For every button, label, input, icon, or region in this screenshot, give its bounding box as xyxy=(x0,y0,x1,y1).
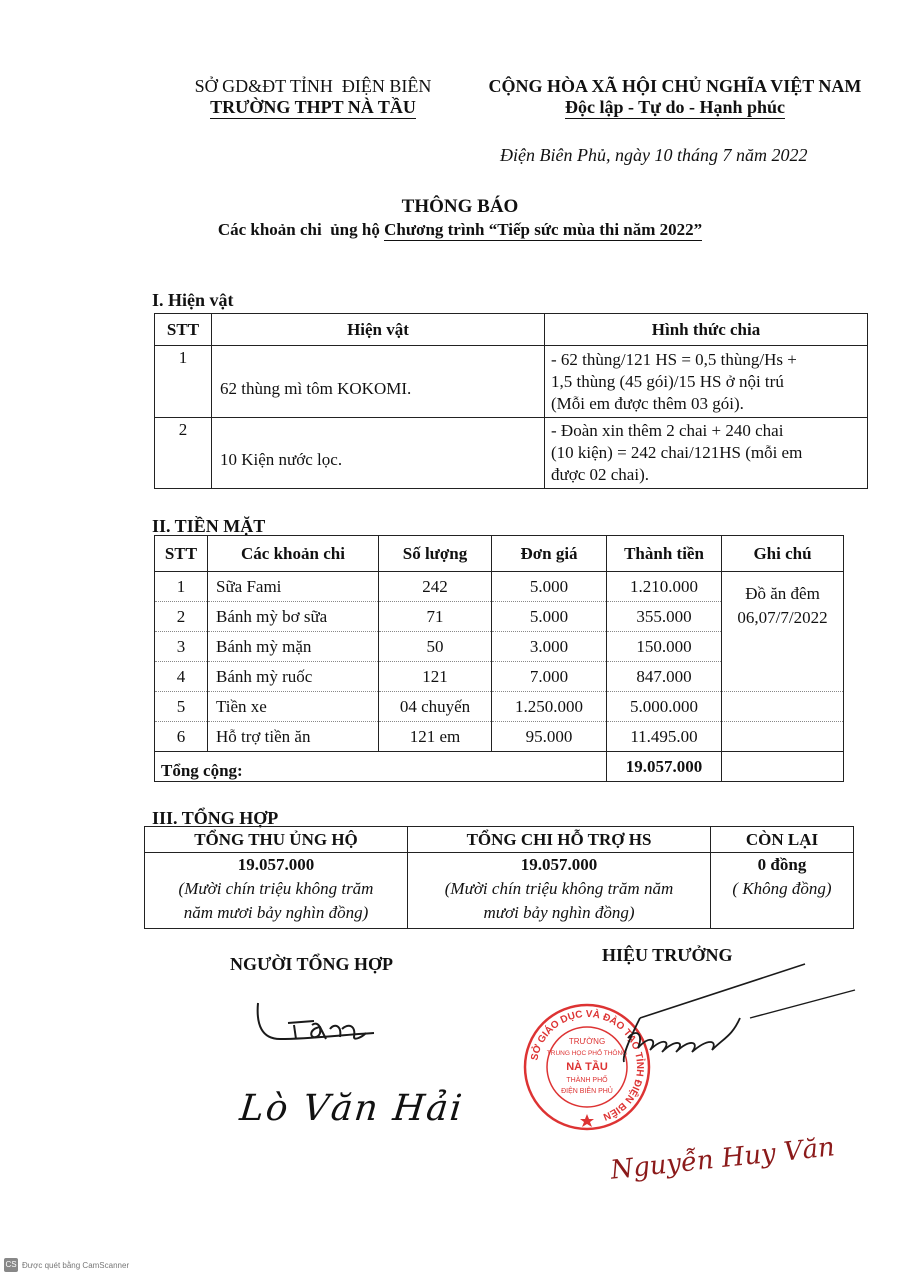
principal-title: HIỆU TRƯỞNG xyxy=(602,945,733,965)
cash-stt: 6 xyxy=(155,722,208,752)
document-subtitle xyxy=(0,220,920,241)
section2-heading: II. TIỀN MẶT xyxy=(152,516,266,536)
cash-header-name: Các khoản chi xyxy=(208,536,379,572)
svg-text:ĐIỆN BIÊN PHỦ: ĐIỆN BIÊN PHỦ xyxy=(561,1088,613,1095)
cash-table xyxy=(154,535,844,782)
document-date: Điện Biên Phủ, ngày 10 tháng 7 năm 2022 xyxy=(500,145,808,165)
table-row xyxy=(155,722,844,752)
preparer-title: NGƯỜI TỔNG HỢP xyxy=(230,954,394,974)
cash-price: 95.000 xyxy=(492,722,607,752)
principal-name: Nguyễn Huy Văn xyxy=(609,1132,837,1186)
cash-total: 150.000 xyxy=(607,632,722,662)
cash-name: Hỗ trợ tiền ăn xyxy=(208,722,379,752)
cash-qty: 121 xyxy=(379,662,492,692)
cash-qty: 121 em xyxy=(379,722,492,752)
goods-row xyxy=(155,418,868,489)
cash-note-empty xyxy=(722,752,844,782)
svg-text:TRƯỜNG: TRƯỜNG xyxy=(568,1037,606,1046)
cash-note-empty xyxy=(722,692,844,722)
cash-price: 5.000 xyxy=(492,572,607,602)
table-row xyxy=(155,572,844,602)
cash-note: Đồ ăn đêm 06,07/7/2022 xyxy=(722,572,844,692)
cash-price: 3.000 xyxy=(492,632,607,662)
summary-remaining: 0 đồng ( Không đồng) xyxy=(711,853,854,929)
cash-qty: 71 xyxy=(379,602,492,632)
goods-stt: 1 xyxy=(155,346,212,418)
goods-method: - Đoàn xin thêm 2 chai + 240 chai (10 kiện) = 242 chai/121HS (mỗi em được 02 chai). xyxy=(545,418,868,489)
cash-stt: 3 xyxy=(155,632,208,662)
summary-header-remaining: CÒN LẠI xyxy=(711,827,854,853)
svg-text:SỞ GIÁO DỤC VÀ ĐÀO TẠO TỈNH ĐI: SỞ GIÁO DỤC VÀ ĐÀO TẠO TỈNH ĐIỆN BIÊN xyxy=(529,1008,646,1123)
cash-price: 7.000 xyxy=(492,662,607,692)
cash-note-empty xyxy=(722,722,844,752)
subtitle-program: Chương trình “Tiếp sức mùa thi năm 2022” xyxy=(384,220,703,239)
goods-row xyxy=(155,346,868,418)
issuer-school: TRƯỜNG THPT NÀ TẦU xyxy=(210,97,416,117)
cash-total: 1.210.000 xyxy=(607,572,722,602)
goods-item: 10 Kiện nước lọc. xyxy=(212,418,545,489)
issuer-block xyxy=(168,76,458,119)
cash-total: 847.000 xyxy=(607,662,722,692)
cash-price: 5.000 xyxy=(492,602,607,632)
subtitle-prefix: Các khoản chi ủng hộ xyxy=(217,220,385,239)
cash-stt: 5 xyxy=(155,692,208,722)
goods-item: 62 thùng mì tôm KOKOMI. xyxy=(212,346,545,418)
cash-total: 5.000.000 xyxy=(607,692,722,722)
svg-text:NÀ TẦU: NÀ TẦU xyxy=(566,1061,608,1073)
cash-qty: 04 chuyến xyxy=(379,692,492,722)
summary-header-income: TỔNG THU ỦNG HỘ xyxy=(145,827,408,853)
cash-total-row xyxy=(155,752,844,782)
summary-expense: 19.057.000 (Mười chín triệu không trăm năm mươi bảy nghìn đồng) xyxy=(408,853,711,929)
cash-header-stt: STT xyxy=(155,536,208,572)
goods-stt: 2 xyxy=(155,418,212,489)
issuer-department: SỞ GD&ĐT TỈNH ĐIỆN BIÊN xyxy=(194,76,432,96)
cash-stt: 4 xyxy=(155,662,208,692)
cash-total-label: Tổng cộng: xyxy=(155,752,607,782)
national-motto: Độc lập - Tự do - Hạnh phúc xyxy=(564,97,786,117)
camscanner-icon: CS xyxy=(4,1258,18,1272)
preparer-name: Lò Văn Hải xyxy=(237,1088,466,1129)
document-title: THÔNG BÁO xyxy=(401,196,519,217)
summary-table xyxy=(144,826,854,929)
cash-qty: 242 xyxy=(379,572,492,602)
goods-header-method: Hình thức chia xyxy=(545,314,868,346)
cash-name: Bánh mỳ ruốc xyxy=(208,662,379,692)
svg-text:THÀNH PHỐ: THÀNH PHỐ xyxy=(566,1077,608,1084)
section1-heading: I. Hiện vật xyxy=(152,290,234,310)
table-row xyxy=(155,692,844,722)
cash-name: Bánh mỳ mặn xyxy=(208,632,379,662)
principal-signature xyxy=(600,958,860,1068)
goods-header-item: Hiện vật xyxy=(212,314,545,346)
cash-stt: 1 xyxy=(155,572,208,602)
national-name: CỘNG HÒA XÃ HỘI CHỦ NGHĨA VIỆT NAM xyxy=(488,76,862,96)
footer-scanner: CS Được quét bằng CamScanner xyxy=(4,1258,129,1272)
section3-heading: III. TỔNG HỢP xyxy=(152,808,279,828)
goods-header-stt: STT xyxy=(155,314,212,346)
goods-table xyxy=(154,313,868,489)
cash-name: Bánh mỳ bơ sữa xyxy=(208,602,379,632)
summary-income: 19.057.000 (Mười chín triệu không trăm năm mươi bảy nghìn đồng) xyxy=(145,853,408,929)
cash-header-price: Đơn giá xyxy=(492,536,607,572)
summary-header-expense: TỔNG CHI HỖ TRỢ HS xyxy=(408,827,711,853)
cash-qty: 50 xyxy=(379,632,492,662)
cash-name: Sữa Fami xyxy=(208,572,379,602)
cash-total: 11.495.00 xyxy=(607,722,722,752)
cash-name: Tiền xe xyxy=(208,692,379,722)
cash-header-note: Ghi chú xyxy=(722,536,844,572)
goods-method: - 62 thùng/121 HS = 0,5 thùng/Hs + 1,5 thùng (45 gói)/15 HS ở nội trú (Mỗi em được thêm 03 gói). xyxy=(545,346,868,418)
cash-price: 1.250.000 xyxy=(492,692,607,722)
cash-header-qty: Số lượng xyxy=(379,536,492,572)
cash-stt: 2 xyxy=(155,602,208,632)
svg-text:TRUNG HỌC PHỔ THÔNG: TRUNG HỌC PHỔ THÔNG xyxy=(546,1050,628,1057)
national-heading xyxy=(470,76,880,119)
cash-total-value: 19.057.000 xyxy=(607,752,722,782)
cash-total: 355.000 xyxy=(607,602,722,632)
preparer-signature xyxy=(250,995,390,1055)
cash-header-total: Thành tiền xyxy=(607,536,722,572)
